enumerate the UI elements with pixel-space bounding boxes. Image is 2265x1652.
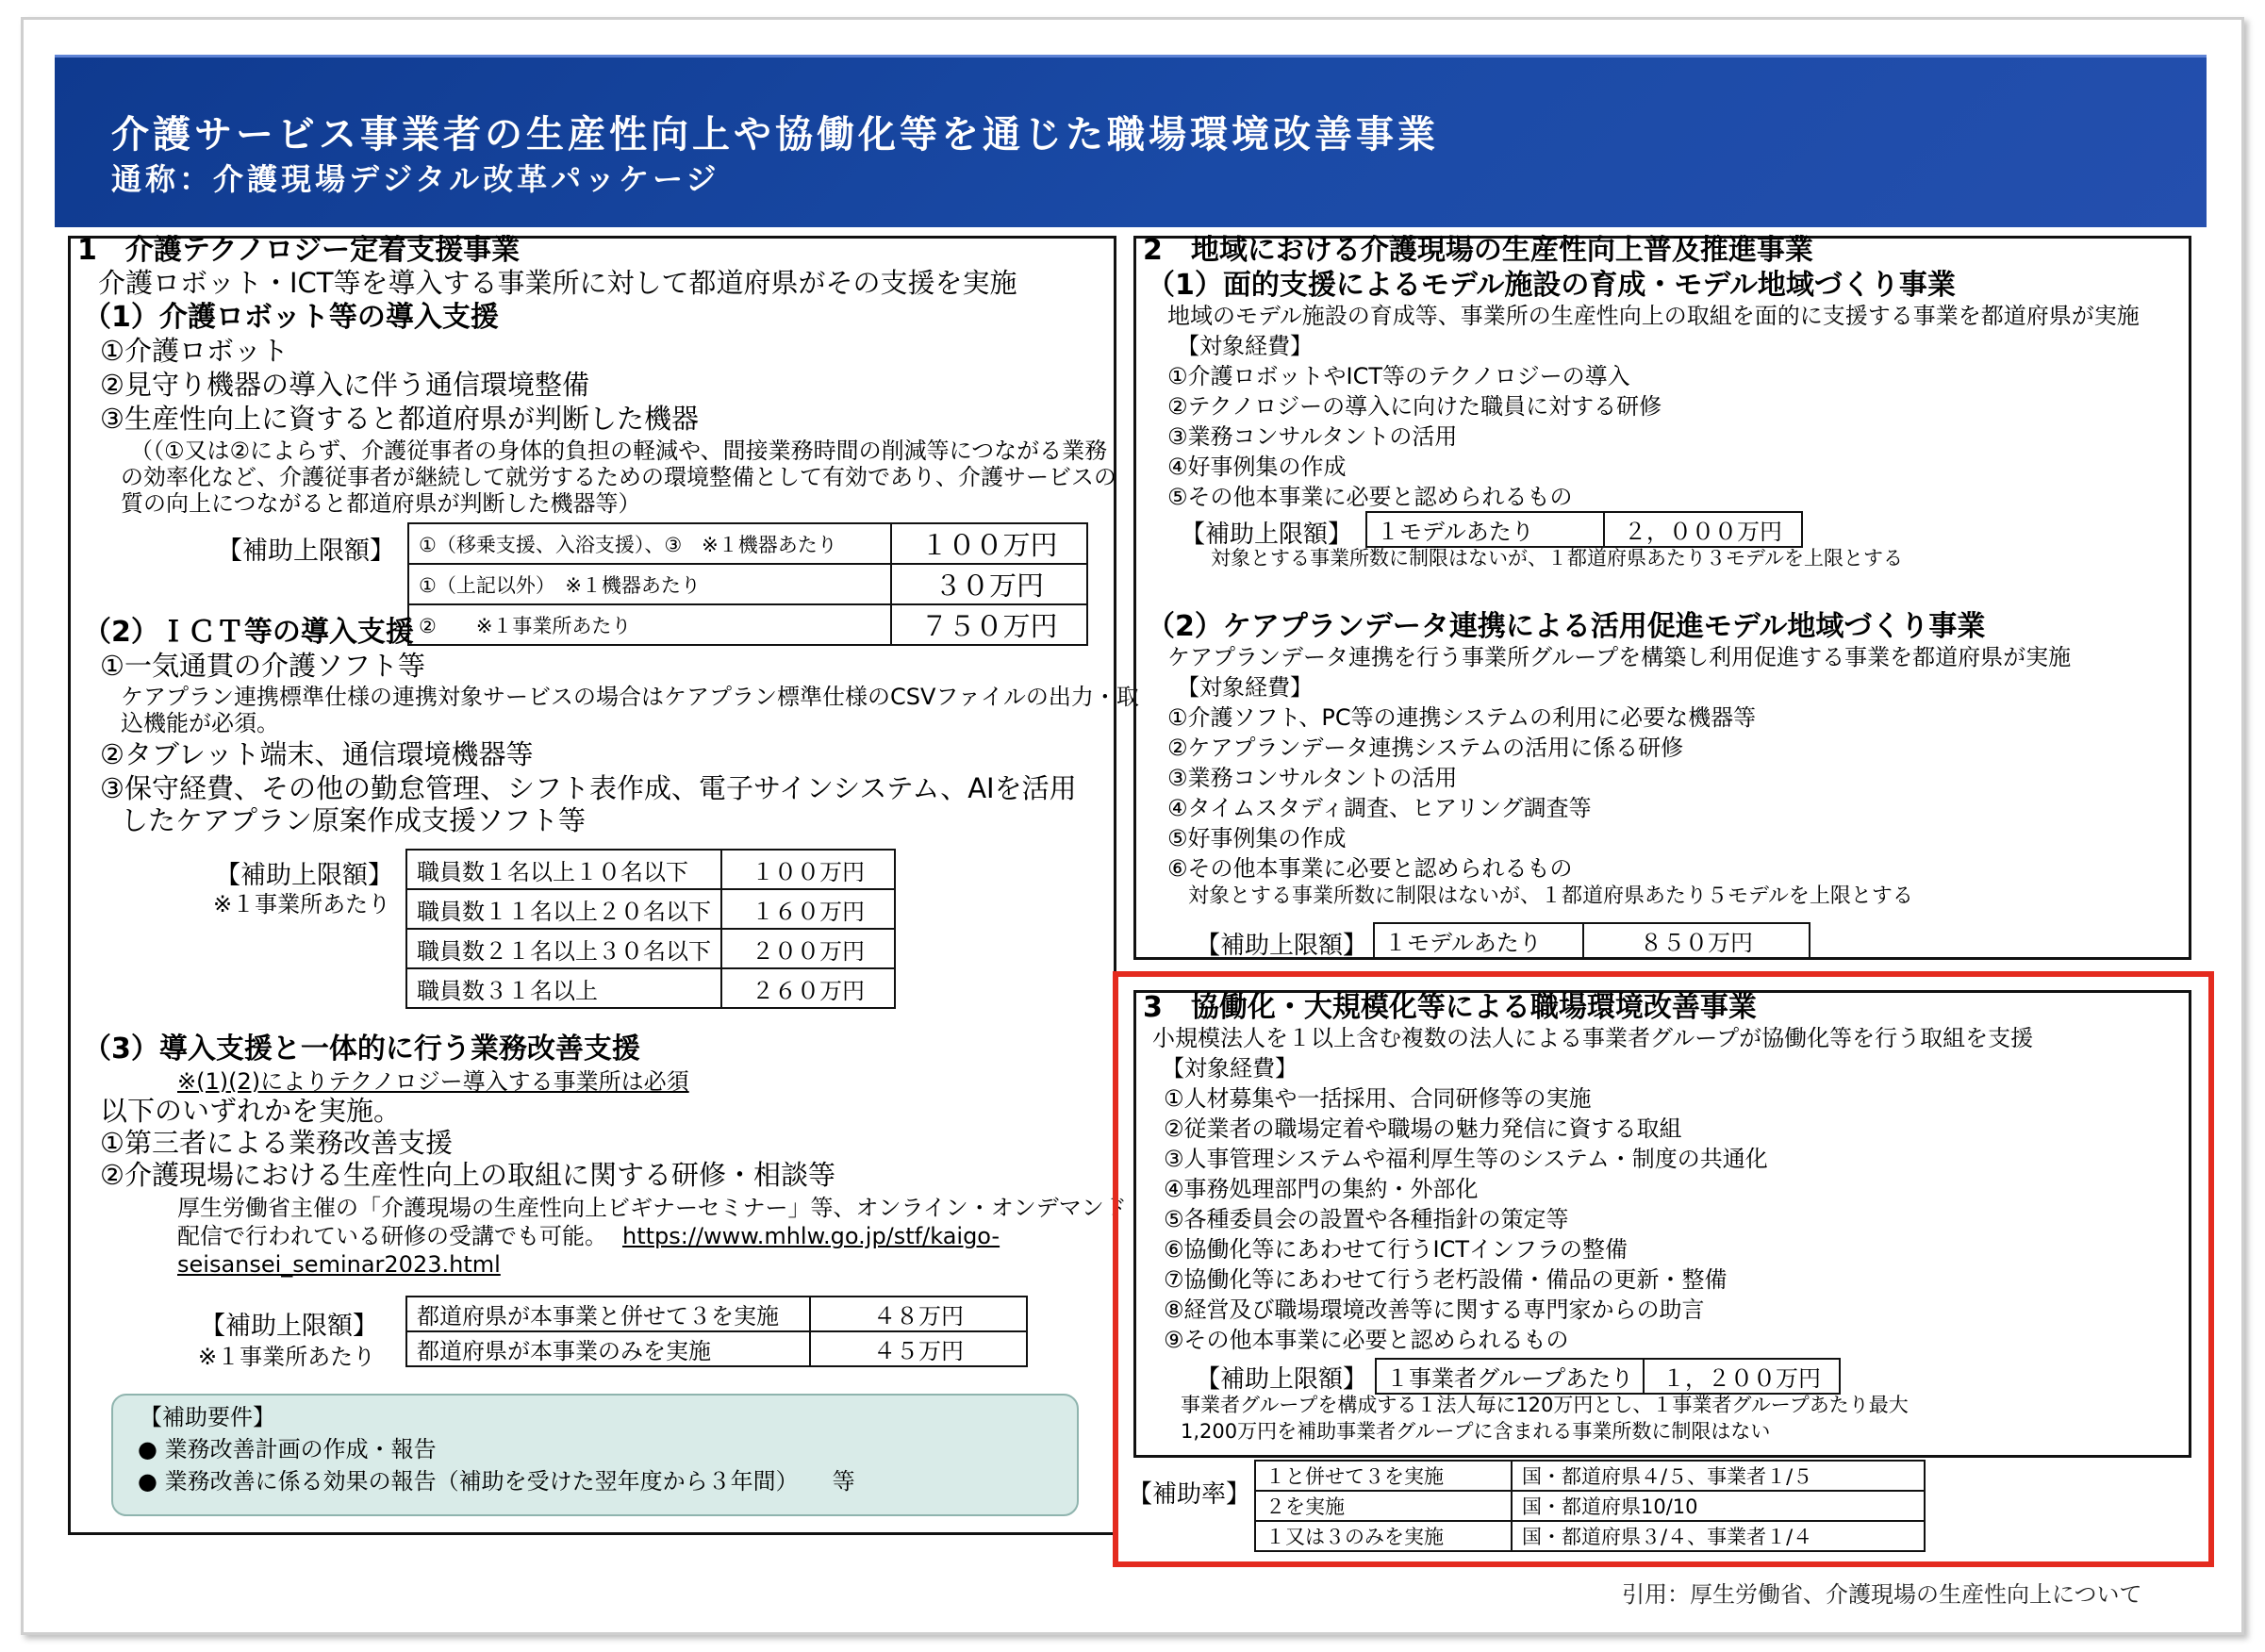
table-row: [406, 1331, 1027, 1366]
limit-note: ※１事業所あたり: [213, 891, 391, 917]
section1-sub3-lead: 以下のいずれかを実施。: [100, 1095, 402, 1127]
list-item: ⑤好事例集の作成: [1167, 825, 1347, 851]
rate-value: 国・都道府県３/４、事業者１/４: [1512, 1521, 1925, 1551]
section1-sub3-title: （3）導入支援と一体的に行う業務改善支援: [83, 1032, 640, 1066]
table-row: [408, 523, 1087, 564]
rate-cond: １と併せて３を実施: [1255, 1461, 1512, 1491]
limit-note: 対象とする事業所数に制限はないが、１都道府県あたり５モデルを上限とする: [1188, 884, 1913, 908]
table-row: [1255, 1461, 1925, 1491]
list-item: ②従業者の職場定着や職場の魅力発信に資する取組: [1164, 1115, 1682, 1142]
limit-cond: 職員数１１名以上２０名以下: [406, 889, 721, 929]
section1-sub2-title: （2）ＩＣＴ等の導入支援: [83, 616, 414, 649]
limit-unit: １モデルあたり: [1366, 512, 1604, 547]
section1-sub3-note: ※(1)(2)によりテクノロジー導入する事業所は必須: [177, 1068, 689, 1095]
list-item: ①一気通貫の介護ソフト等: [100, 650, 425, 682]
limit-amount: ３０万円: [891, 564, 1087, 604]
limit-label: 【補助上限額】: [200, 1312, 378, 1341]
table-row: [1376, 1359, 1840, 1394]
limit-amount: ２，０００万円: [1604, 512, 1802, 547]
rate-cond: １又は３のみを実施: [1255, 1521, 1512, 1551]
limit-amount: ８５０万円: [1583, 923, 1810, 958]
limit-note: 事業者グループを構成する１法人毎に120万円とし、１事業者グループあたり最大: [1181, 1394, 1909, 1416]
limit-table-model: [1365, 511, 1803, 548]
section2-sub2-desc: ケアプランデータ連携を行う事業所グループを構築し利用促進する事業を都道府県が実施: [1167, 644, 2072, 670]
list-item: ④タイムスタディ調査、ヒアリング調査等: [1167, 795, 1592, 821]
header-banner: [55, 55, 2207, 227]
list-item: ⑥協働化等にあわせて行うICTインフラの整備: [1164, 1236, 1628, 1263]
limit-label: 【補助上限額】: [217, 537, 395, 566]
table-row: [406, 968, 895, 1008]
section2-title: 2 地域における介護現場の生産性向上普及推進事業: [1143, 234, 1813, 267]
list-item: ②ケアプランデータ連携システムの活用に係る研修: [1167, 735, 1684, 761]
list-item: ①第三者による業務改善支援: [100, 1127, 453, 1159]
table-row: [1366, 512, 1802, 547]
cost-label: 【対象経費】: [1177, 333, 1313, 359]
list-item: ①介護ロボットやICT等のテクノロジーの導入: [1167, 363, 1630, 389]
rate-table: [1254, 1460, 1926, 1552]
limit-table-group: [1375, 1358, 1841, 1395]
section2-sub1-desc: 地域のモデル施設の育成等、事業所の生産性向上の取組を面的に支援する事業を都道府県が実施: [1167, 303, 2140, 329]
detail-line: 配信で行われている研修の受講でも可能。: [177, 1223, 607, 1249]
rate-value: 国・都道府県４/５、事業者１/５: [1512, 1461, 1925, 1491]
rate-value: 国・都道府県10/10: [1512, 1491, 1925, 1521]
list-item: ④好事例集の作成: [1167, 454, 1347, 480]
rate-label: 【補助率】: [1128, 1480, 1251, 1509]
list-item: ⑦協働化等にあわせて行う老朽設備・備品の更新・整備: [1164, 1266, 1728, 1293]
table-row: [406, 1297, 1027, 1331]
table-row: [1255, 1521, 1925, 1551]
list-item: ③業務コンサルタントの活用: [1167, 765, 1458, 791]
limit-amount: ４８万円: [810, 1297, 1027, 1331]
table-row: [406, 889, 895, 929]
section3-title: 3 協働化・大規模化等による職場環境改善事業: [1143, 991, 1757, 1024]
list-item: ⑤各種委員会の設置や各種指針の策定等: [1164, 1206, 1569, 1232]
section1-desc: 介護ロボット・ICT等を導入する事業所に対して都道府県がその支援を実施: [98, 267, 1017, 299]
limit-cond: 職員数２１名以上３０名以下: [406, 929, 721, 968]
limit-cond: ①（上記以外） ※１機器あたり: [408, 564, 891, 604]
limit-cond: 都道府県が本事業と併せて３を実施: [406, 1297, 810, 1331]
limit-cond: ② ※１事業所あたり: [408, 604, 891, 645]
section2-sub2-title: （2）ケアプランデータ連携による活用促進モデル地域づくり事業: [1147, 610, 1986, 643]
limit-unit: １事業者グループあたり: [1376, 1359, 1644, 1394]
limit-unit: １モデルあたり: [1374, 923, 1583, 958]
note-line: 込機能が必須。: [121, 710, 279, 736]
list-item: ⑥その他本事業に必要と認められるもの: [1167, 855, 1573, 882]
limit-table-robot: [407, 522, 1088, 646]
requirements-title: 【補助要件】: [140, 1404, 275, 1430]
limit-table-ict: [405, 849, 896, 1009]
seminar-link[interactable]: https://www.mhlw.go.jp/stf/kaigo-: [622, 1223, 1000, 1249]
limit-cond: ①（移乗支援、入浴支援）、③ ※１機器あたり: [408, 523, 891, 564]
list-item: ④事務処理部門の集約・外部化: [1164, 1176, 1479, 1202]
list-item: ②テクノロジーの導入に向けた職員に対する研修: [1167, 393, 1662, 420]
table-row: [1374, 923, 1810, 958]
limit-note: 対象とする事業所数に制限はないが、１都道府県あたり３モデルを上限とする: [1211, 547, 1903, 570]
list-item: ②見守り機器の導入に伴う通信環境整備: [100, 369, 589, 401]
limit-amount: ２００万円: [721, 929, 895, 968]
limit-cond: 職員数３１名以上: [406, 968, 721, 1008]
limit-table-improvement: [405, 1296, 1028, 1367]
detail-line: 厚生労働省主催の「介護現場の生産性向上ビギナーセミナー」等、オンライン・オンデマンド: [177, 1195, 1127, 1221]
table-row: [406, 929, 895, 968]
list-item: ⑤その他本事業に必要と認められるもの: [1167, 484, 1573, 510]
limit-label: 【補助上限額】: [1196, 932, 1368, 960]
limit-note: 1,200万円を補助事業者グループに含まれる事業所数に制限はない: [1181, 1420, 1771, 1443]
list-item: したケアプラン原案作成支援ソフト等: [121, 804, 587, 836]
table-row: [1255, 1491, 1925, 1521]
limit-amount: １００万円: [891, 523, 1087, 564]
limit-amount: １，２００万円: [1644, 1359, 1840, 1394]
section1-sub1-title: （1）介護ロボット等の導入支援: [83, 301, 499, 334]
limit-label: 【補助上限額】: [1181, 520, 1353, 549]
note-line: （（①又は②によらず、介護従事者の身体的負担の軽減や、間接業務時間の削減等につながる業務: [130, 438, 1108, 464]
cost-label: 【対象経費】: [1162, 1055, 1298, 1082]
limit-amount: ４５万円: [810, 1331, 1027, 1366]
limit-amount: ２６０万円: [721, 968, 895, 1008]
list-item: ③生産性向上に資すると都道府県が判断した機器: [100, 403, 699, 435]
limit-cond: 都道府県が本事業のみを実施: [406, 1331, 810, 1366]
limit-amount: １００万円: [721, 850, 895, 889]
note-line: ケアプラン連携標準仕様の連携対象サービスの場合はケアプラン標準仕様のCSVファイルの出力・取: [121, 684, 1139, 710]
table-row: [408, 604, 1087, 645]
list-item: ①介護ソフト、PC等の連携システムの利用に必要な機器等: [1167, 704, 1757, 731]
list-item: ③保守経費、その他の勤怠管理、シフト表作成、電子サインシステム、AIを活用: [100, 772, 1077, 804]
list-item: ②タブレット端末、通信環境機器等: [100, 738, 534, 770]
seminar-link-cont[interactable]: seisansei_seminar2023.html: [177, 1251, 501, 1278]
limit-label: 【補助上限額】: [215, 861, 393, 890]
list-item: ①介護ロボット: [100, 335, 289, 367]
limit-table-careplan: [1373, 922, 1810, 959]
rate-cond: ２を実施: [1255, 1491, 1512, 1521]
note-line: の効率化など、介護従事者が継続して就労するための環境整備として有効であり、介護サービスの: [121, 464, 1116, 490]
limit-note: ※１事業所あたり: [198, 1344, 376, 1370]
limit-amount: １６０万円: [721, 889, 895, 929]
section3-desc: 小規模法人を１以上含む複数の法人による事業者グループが協働化等を行う取組を支援: [1152, 1025, 2034, 1051]
list-item: ③人事管理システムや福利厚生等のシステム・制度の共通化: [1164, 1146, 1768, 1172]
note-line: 質の向上につながると都道府県が判断した機器等）: [121, 490, 641, 517]
list-item: ①人材募集や一括採用、合同研修等の実施: [1164, 1085, 1592, 1112]
list-item: ⑧経営及び職場環境改善等に関する専門家からの助言: [1164, 1297, 1705, 1323]
page-subtitle: 通称：介護現場デジタル改革パッケージ: [111, 161, 720, 197]
table-row: [408, 564, 1087, 604]
limit-amount: ７５０万円: [891, 604, 1087, 645]
requirement-item: ● 業務改善計画の作成・報告: [138, 1436, 437, 1462]
list-item: ⑨その他本事業に必要と認められるもの: [1164, 1327, 1569, 1353]
source-citation: 引用：厚生労働省、介護現場の生産性向上について: [1622, 1581, 2142, 1608]
table-row: [406, 850, 895, 889]
list-item: ③業務コンサルタントの活用: [1167, 423, 1458, 450]
limit-label: 【補助上限額】: [1196, 1365, 1368, 1394]
list-item: ②介護現場における生産性向上の取組に関する研修・相談等: [100, 1159, 835, 1191]
limit-cond: 職員数１名以上１０名以下: [406, 850, 721, 889]
cost-label: 【対象経費】: [1177, 674, 1313, 701]
section1-title: 1 介護テクノロジー定着支援事業: [77, 234, 521, 267]
section2-sub1-title: （1）面的支援によるモデル施設の育成・モデル地域づくり事業: [1147, 269, 1956, 302]
requirement-item: ● 業務改善に係る効果の報告（補助を受けた翌年度から３年間） 等: [138, 1468, 855, 1495]
page-title: 介護サービス事業者の生産性向上や協働化等を通じた職場環境改善事業: [111, 113, 1439, 157]
